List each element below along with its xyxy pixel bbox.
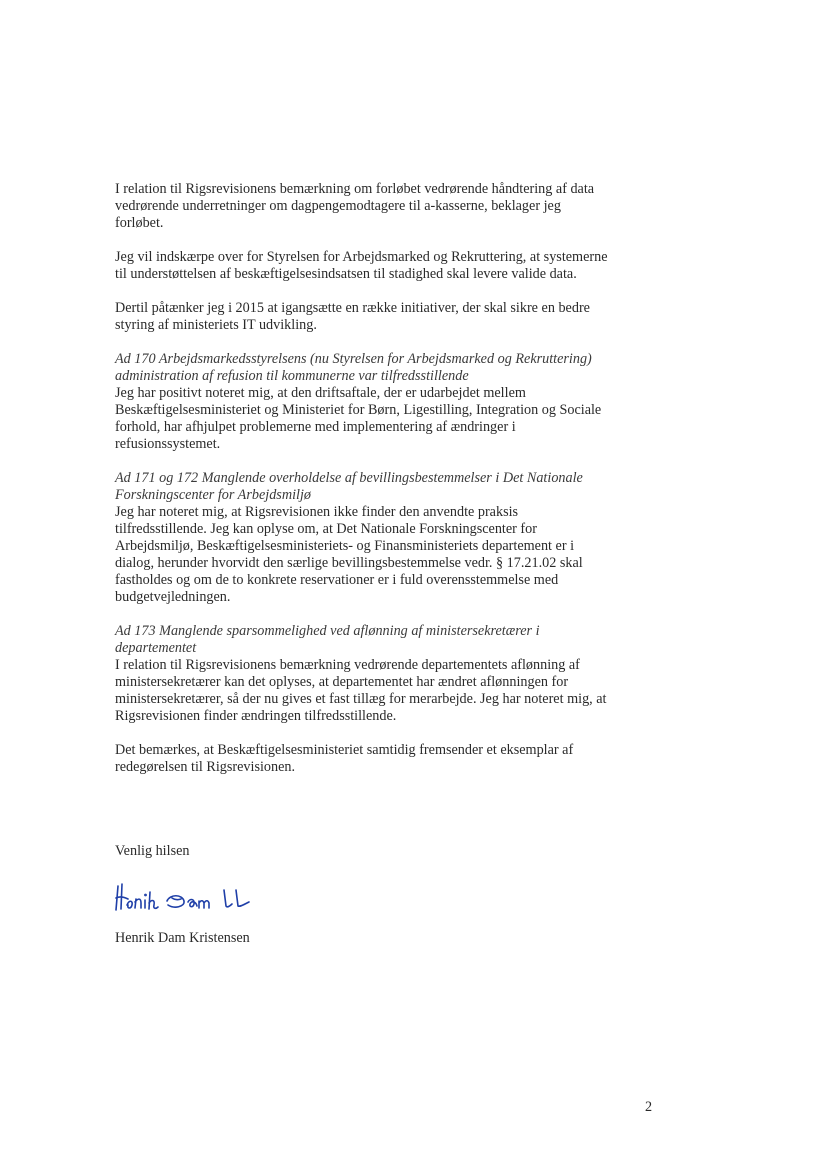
signer-name: Henrik Dam Kristensen bbox=[115, 930, 250, 946]
section-heading: Ad 171 og 172 Manglende overholdelse af bevillingsbestemmelser i Det Nationale Forskningscenter for Arbejdsmiljø bbox=[115, 470, 583, 503]
paragraph-final: Det bemærkes, at Beskæftigelsesministeriet samtidig fremsender et eksemplar af redegørelsen til Rigsrevisionen. bbox=[115, 742, 574, 775]
paragraph-enforcement: Jeg vil indskærpe over for Styrelsen for Arbejdsmarked og Rekruttering, at systemerne til understøttelsen af beskæftigelsesindsatsen til stadighed skal levere valide data. bbox=[115, 249, 608, 282]
handwritten-signature bbox=[112, 878, 262, 918]
closing-salutation: Venlig hilsen bbox=[115, 843, 190, 859]
section-170 bbox=[115, 351, 608, 453]
paragraph-apology: I relation til Rigsrevisionens bemærkning om forløbet vedrørende håndtering af data vedrørende underretninger om dagpengemodtagere til a-kasserne, beklager jeg forløbet. bbox=[115, 181, 595, 231]
page-number: 2 bbox=[645, 1099, 653, 1115]
section-heading: Ad 170 Arbejdsmarkedsstyrelsens (nu Styrelsen for Arbejdsmarked og Rekruttering) administration af refusion til kommunerne var tilfredsstillende bbox=[115, 351, 592, 384]
section-171-172 bbox=[115, 470, 608, 606]
letter-body bbox=[115, 181, 608, 793]
section-173 bbox=[115, 623, 608, 725]
section-body: I relation til Rigsrevisionens bemærkning vedrørende departementets aflønning af ministersekretærer kan det oplyses, at departementet har ændret aflønningen for ministersekretærer, så der nu gives et fast tillæg for merarbejde. Jeg har noteret mig, at Rigsrevisionen finder ændringen tilfredsstillende. bbox=[115, 657, 607, 724]
section-heading: Ad 173 Manglende sparsommelighed ved aflønning af ministersekretærer i departementet bbox=[115, 623, 540, 656]
section-body: Jeg har noteret mig, at Rigsrevisionen ikke finder den anvendte praksis tilfredsstillende. Jeg kan oplyse om, at Det Nationale Forskningscenter for Arbejdsmiljø, Beskæftigelsesministeriets- og Finansministeriets departement er i dialog, herunder hvorvidt den særlige bevillingsbestemmelse vedr. § 17.21.02 skal fastholdes og om de to konkrete reservationer er i fuld overensstemmelse med budgetvejledningen. bbox=[115, 504, 583, 605]
paragraph-initiatives: Dertil påtænker jeg i 2015 at igangsætte en række initiativer, der skal sikre en bedre styring af ministeriets IT udvikling. bbox=[115, 300, 590, 333]
section-body: Jeg har positivt noteret mig, at den driftsaftale, der er udarbejdet mellem Beskæftigelsesministeriet og Ministeriet for Børn, Ligestilling, Integration og Sociale forhold, har afhjulpet problemerne med implementering af ændringer i refusionssystemet. bbox=[115, 385, 602, 452]
